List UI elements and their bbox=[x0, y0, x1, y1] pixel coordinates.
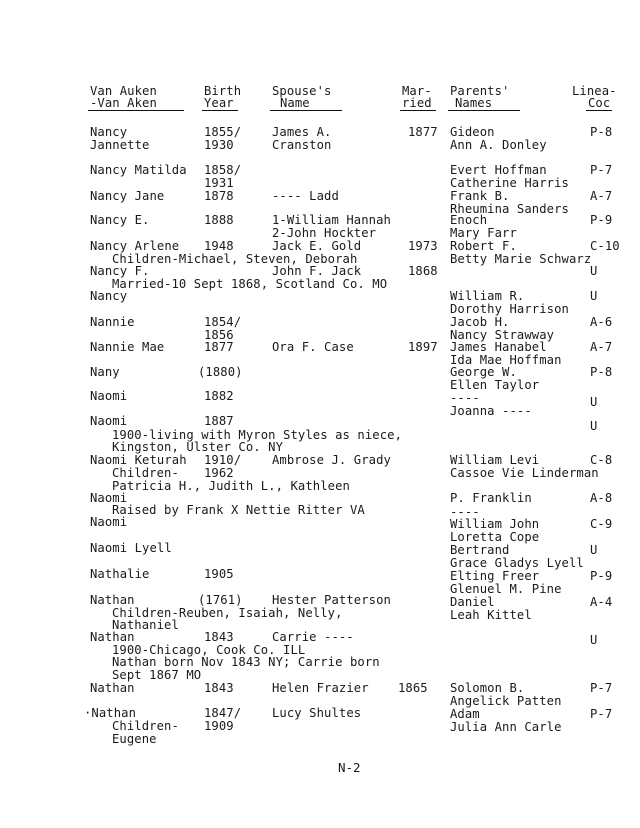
record-text: Ann A. Donley bbox=[450, 138, 547, 152]
record-text: P-7 bbox=[590, 707, 613, 721]
record-text: 1900-living with Myron Styles as niece, bbox=[112, 428, 403, 442]
record-text: Carrie ---- bbox=[272, 630, 354, 644]
record-text: Joanna ---- bbox=[450, 404, 532, 418]
record-text: Enoch bbox=[450, 213, 488, 227]
record-text: 1948 bbox=[204, 239, 234, 253]
header-birth-l2: Year bbox=[204, 96, 234, 110]
record-text: Naomi Keturah bbox=[90, 453, 187, 467]
record-text: Nancy E. bbox=[90, 213, 150, 227]
record-text: U bbox=[590, 289, 598, 303]
record-text: Adam bbox=[450, 707, 480, 721]
record-text: Grace Gladys Lyell bbox=[450, 556, 584, 570]
record-text: James Hanabel bbox=[450, 340, 547, 354]
header-lineage-l1: Linea- bbox=[572, 84, 617, 98]
record-text: Ellen Taylor bbox=[450, 378, 540, 392]
record-text: 1877 bbox=[408, 125, 438, 139]
record-text: Hester Patterson bbox=[272, 593, 391, 607]
record-text: Ida Mae Hoffman bbox=[450, 353, 562, 367]
record-text: 1930 bbox=[204, 138, 234, 152]
record-text: U bbox=[590, 543, 598, 557]
record-text: Naomi Lyell bbox=[90, 541, 172, 555]
record-text: Sept 1867 MO bbox=[112, 668, 202, 682]
record-text: Daniel bbox=[450, 595, 495, 609]
record-text: P. Franklin bbox=[450, 491, 532, 505]
record-text: Eugene bbox=[112, 732, 157, 746]
record-text: Kingston, Ulster Co. NY bbox=[112, 440, 284, 454]
record-text: Naomi bbox=[90, 491, 128, 505]
record-text: Ora F. Case bbox=[272, 340, 354, 354]
record-text: A-6 bbox=[590, 315, 613, 329]
record-text: Ambrose J. Grady bbox=[272, 453, 391, 467]
record-text: Cranston bbox=[272, 138, 332, 152]
record-text: Robert F. bbox=[450, 239, 517, 253]
record-text: 1858/ bbox=[204, 163, 242, 177]
record-text: Betty Marie Schwarz bbox=[450, 252, 592, 266]
record-text: 1888 bbox=[204, 213, 234, 227]
record-text: Nannie bbox=[90, 315, 135, 329]
header-surname-l2: -Van Aken bbox=[90, 96, 157, 110]
record-text: 1900-Chicago, Cook Co. ILL bbox=[112, 643, 306, 657]
header-lineage-l2: Coc bbox=[588, 96, 611, 110]
record-text: Cassoe Vie Linderman bbox=[450, 466, 599, 480]
record-text: 1882 bbox=[204, 389, 234, 403]
record-text: P-8 bbox=[590, 365, 613, 379]
record-text: 1887 bbox=[204, 414, 234, 428]
record-text: 1931 bbox=[204, 176, 234, 190]
record-text: 1910/ bbox=[204, 453, 242, 467]
record-text: Nancy F. bbox=[90, 264, 150, 278]
record-text: Married-10 Sept 1868, Scotland Co. MO bbox=[112, 277, 388, 291]
record-text: Angelick Patten bbox=[450, 694, 562, 708]
record-text: Nathalie bbox=[90, 567, 150, 581]
header-parents-l2: Names bbox=[455, 96, 493, 110]
record-text: Leah Kittel bbox=[450, 608, 532, 622]
record-text: C-10 bbox=[590, 239, 620, 253]
header-married-l1: Mar- bbox=[402, 84, 432, 98]
record-text: P-7 bbox=[590, 681, 613, 695]
record-text: Julia Ann Carle bbox=[450, 720, 562, 734]
record-text: 1843 bbox=[204, 630, 234, 644]
record-text: Jack E. Gold bbox=[272, 239, 362, 253]
record-text: ---- bbox=[450, 391, 480, 405]
record-text: Rheumina Sanders bbox=[450, 202, 569, 216]
record-text: Naomi bbox=[90, 515, 128, 529]
record-text: Solomon B. bbox=[450, 681, 525, 695]
record-text: William Levi bbox=[450, 453, 540, 467]
record-text: Raised by Frank X Nettie Ritter VA bbox=[112, 503, 365, 517]
record-text: 1856 bbox=[204, 328, 234, 342]
record-text: 1847/ bbox=[204, 706, 242, 720]
header-surname-l1: Van Auken bbox=[90, 84, 157, 98]
header-parents-l1: Parents' bbox=[450, 84, 510, 98]
record-text: P-9 bbox=[590, 213, 613, 227]
record-text: C-8 bbox=[590, 453, 613, 467]
record-text: Elting Freer bbox=[450, 569, 540, 583]
record-text: 1868 bbox=[408, 264, 438, 278]
record-text: George W. bbox=[450, 365, 517, 379]
record-text: Glenuel M. Pine bbox=[450, 582, 562, 596]
record-text: John F. Jack bbox=[272, 264, 362, 278]
record-text: Nathan bbox=[90, 630, 135, 644]
record-text: 1855/ bbox=[204, 125, 242, 139]
record-text: (1761) bbox=[198, 593, 243, 607]
record-text: Jacob H. bbox=[450, 315, 510, 329]
header-married-l2: ried bbox=[402, 96, 432, 110]
record-text: Bertrand bbox=[450, 543, 510, 557]
header-underline bbox=[448, 110, 520, 111]
record-text: Nany bbox=[90, 365, 120, 379]
record-text: 1-William Hannah bbox=[272, 213, 391, 227]
record-text: Nathaniel bbox=[112, 618, 179, 632]
header-underline bbox=[88, 110, 184, 111]
record-text: U bbox=[590, 633, 598, 647]
record-text: 1877 bbox=[204, 340, 234, 354]
record-text: Nancy Jane bbox=[90, 189, 165, 203]
record-text: 1973 bbox=[408, 239, 438, 253]
header-underline bbox=[400, 110, 436, 111]
record-text: 1962 bbox=[204, 466, 234, 480]
record-text: William John bbox=[450, 517, 540, 531]
record-text: Nathan bbox=[90, 681, 135, 695]
record-text: Loretta Cope bbox=[450, 530, 540, 544]
record-text: Dorothy Harrison bbox=[450, 302, 569, 316]
record-text: 1897 bbox=[408, 340, 438, 354]
record-text: Naomi bbox=[90, 414, 128, 428]
record-text: Nancy Arlene bbox=[90, 239, 180, 253]
record-text: U bbox=[590, 419, 598, 433]
header-underline bbox=[202, 110, 238, 111]
record-text: Nathan bbox=[90, 593, 135, 607]
record-text: Gideon bbox=[450, 125, 495, 139]
record-text: Children- bbox=[112, 466, 179, 480]
record-text: Helen Frazier bbox=[272, 681, 369, 695]
header-spouse-l2: Name bbox=[280, 96, 310, 110]
record-text: P-9 bbox=[590, 569, 613, 583]
record-text: A-7 bbox=[590, 340, 613, 354]
record-text: 1878 bbox=[204, 189, 234, 203]
record-text: 1854/ bbox=[204, 315, 242, 329]
record-text: C-9 bbox=[590, 517, 613, 531]
record-text: Children-Reuben, Isaiah, Nelly, bbox=[112, 606, 343, 620]
record-text: Patricia H., Judith L., Kathleen bbox=[112, 479, 350, 493]
record-text: A-4 bbox=[590, 595, 613, 609]
record-text: Children- bbox=[112, 719, 179, 733]
record-text: A-8 bbox=[590, 491, 613, 505]
record-text: (1880) bbox=[198, 365, 243, 379]
record-text: Jannette bbox=[90, 138, 150, 152]
record-text: Lucy Shultes bbox=[272, 706, 362, 720]
record-text: 1865 bbox=[398, 681, 428, 695]
header-spouse-l1: Spouse's bbox=[272, 84, 332, 98]
record-text: U bbox=[590, 264, 598, 278]
record-text: William R. bbox=[450, 289, 525, 303]
record-text: Nancy bbox=[90, 289, 128, 303]
record-text: Evert Hoffman bbox=[450, 163, 547, 177]
record-text: Nannie Mae bbox=[90, 340, 165, 354]
header-birth-l1: Birth bbox=[204, 84, 242, 98]
record-text: ·Nathan bbox=[84, 706, 137, 720]
record-text: Nancy bbox=[90, 125, 128, 139]
record-text: Nathan born Nov 1843 NY; Carrie born bbox=[112, 655, 380, 669]
record-text: ---- bbox=[450, 505, 480, 519]
record-text: Frank B. bbox=[450, 189, 510, 203]
record-text: Nancy Strawway bbox=[450, 328, 555, 342]
record-text: ---- Ladd bbox=[272, 189, 339, 203]
record-text: P-8 bbox=[590, 125, 613, 139]
record-text: James A. bbox=[272, 125, 332, 139]
header-underline bbox=[586, 110, 612, 111]
record-text: Nancy Matilda bbox=[90, 163, 187, 177]
record-text: A-7 bbox=[590, 189, 613, 203]
record-text: Naomi bbox=[90, 389, 128, 403]
record-text: Children-Michael, Steven, Deborah bbox=[112, 252, 358, 266]
record-text: Catherine Harris bbox=[450, 176, 569, 190]
record-text: U bbox=[590, 395, 598, 409]
record-text: P-7 bbox=[590, 163, 613, 177]
record-text: 1843 bbox=[204, 681, 234, 695]
record-text: 2-John Hockter bbox=[272, 226, 377, 240]
header-underline bbox=[270, 110, 342, 111]
record-text: 1909 bbox=[204, 719, 234, 733]
page-number: N-2 bbox=[338, 760, 361, 775]
record-text: Mary Farr bbox=[450, 226, 517, 240]
record-text: 1905 bbox=[204, 567, 234, 581]
